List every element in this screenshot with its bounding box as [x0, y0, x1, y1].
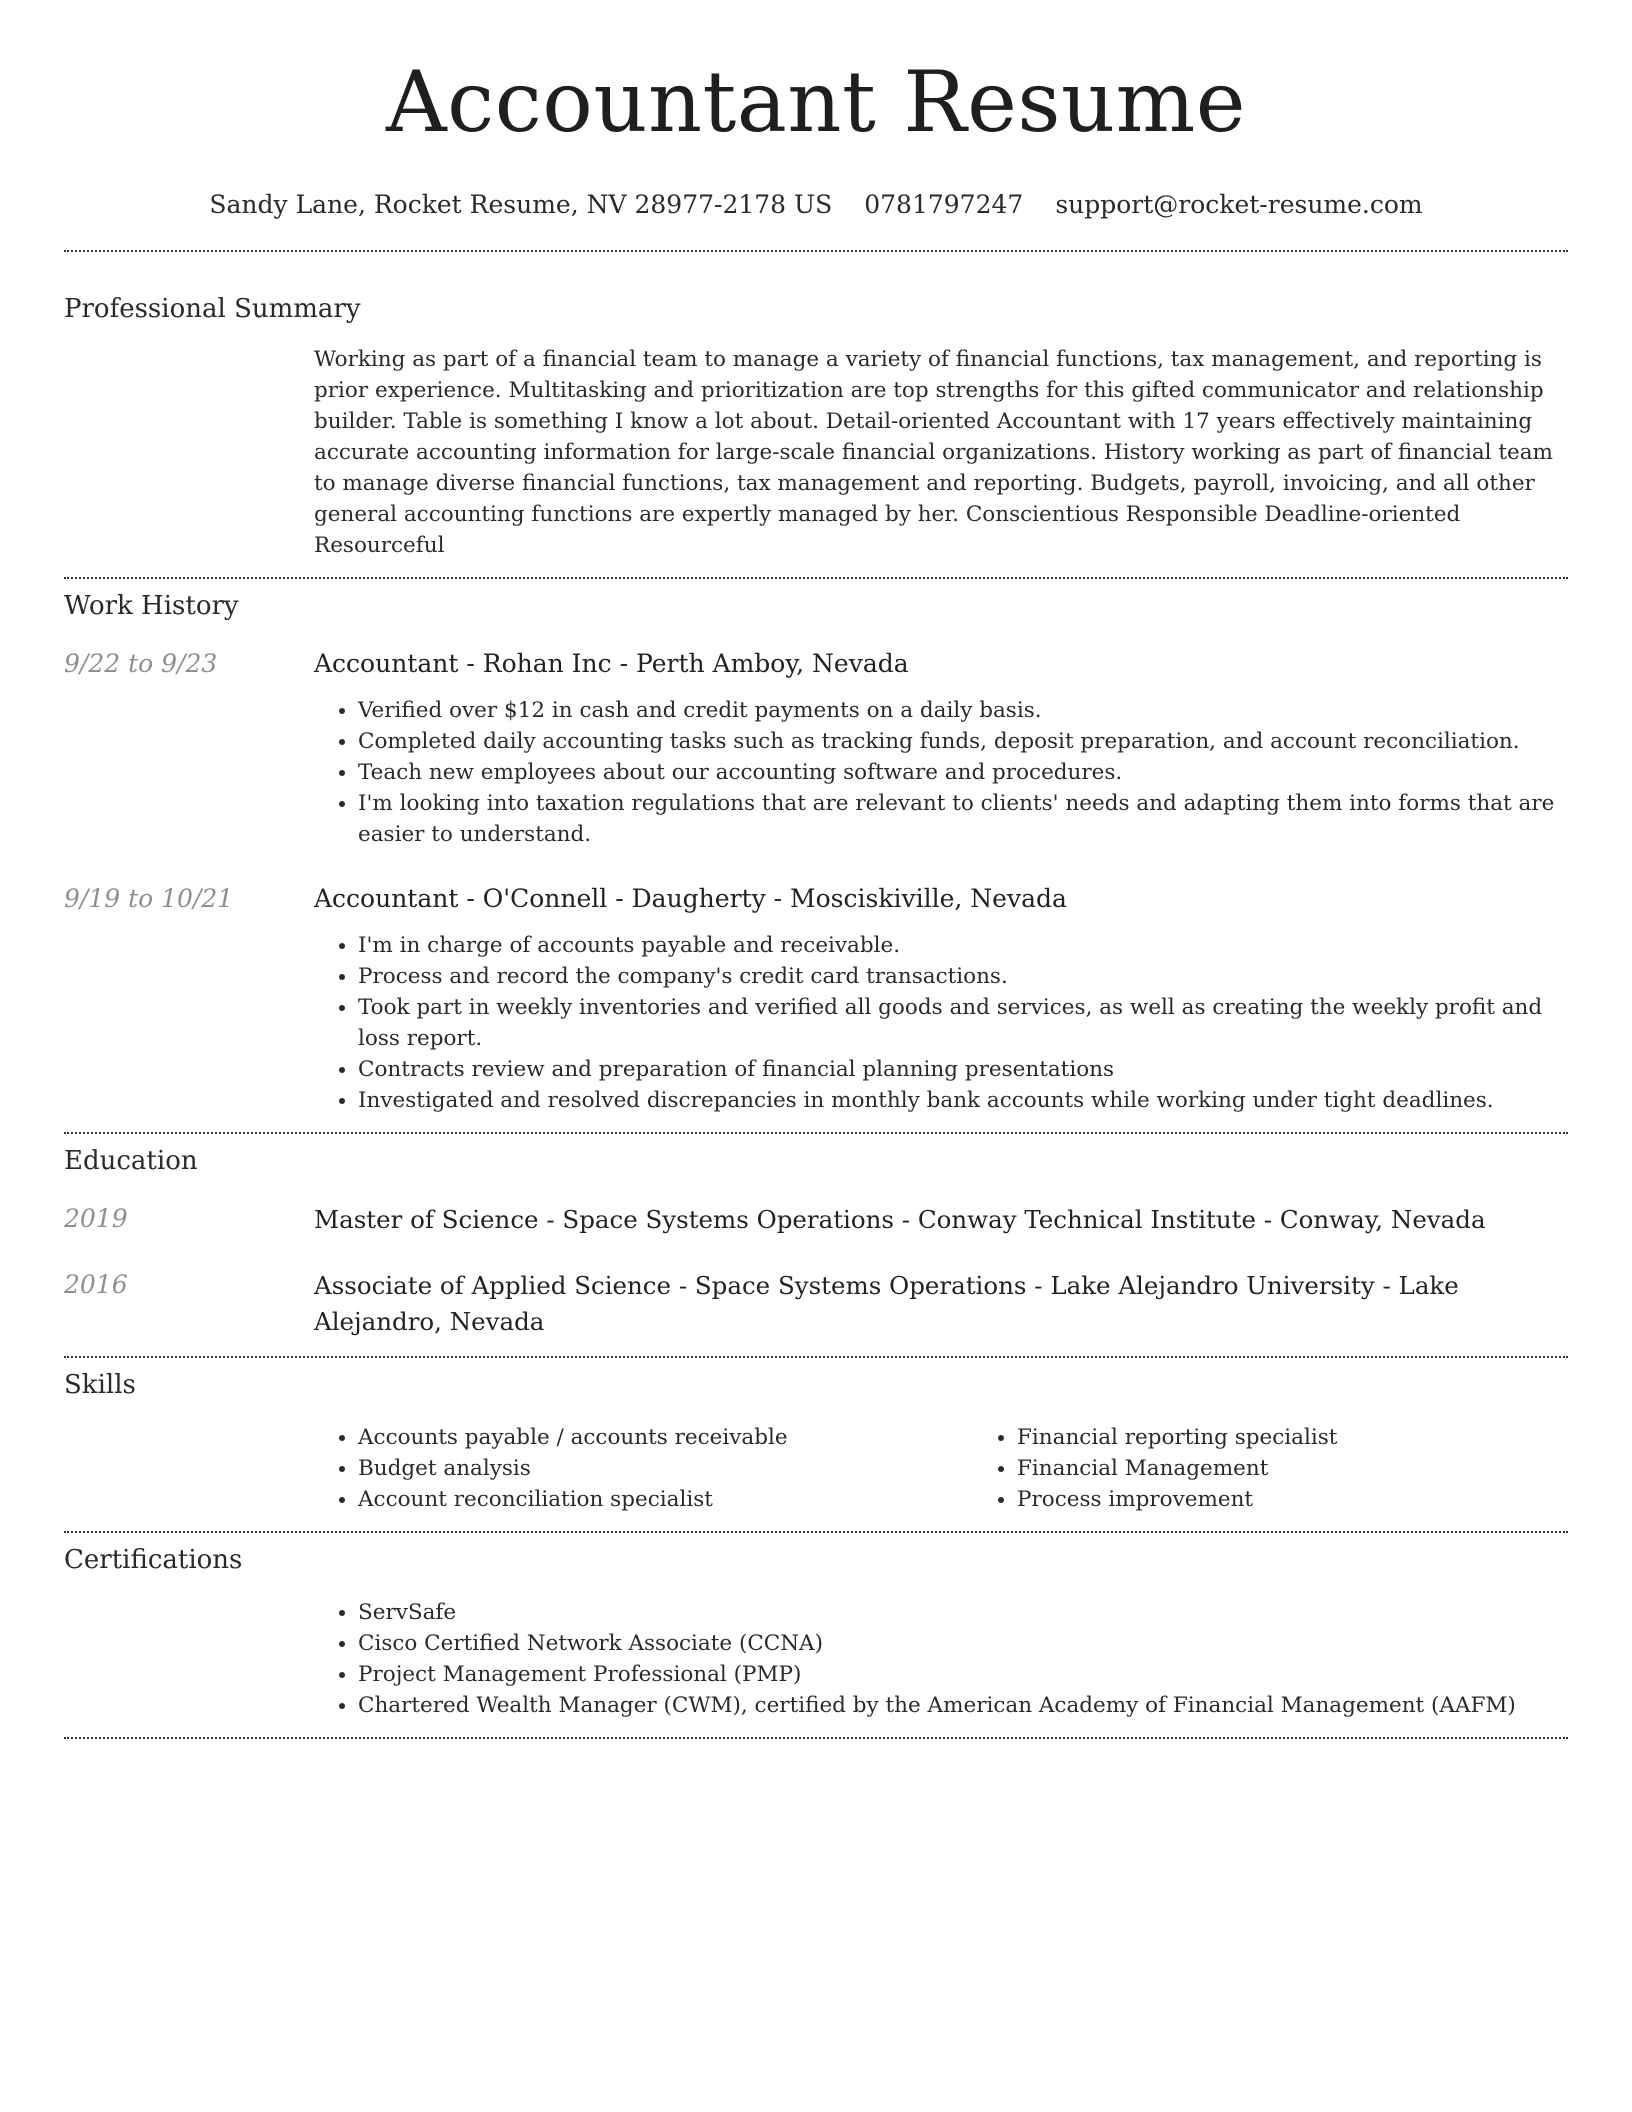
job-bullet: • Completed daily accounting tasks such as tracking funds, deposit preparation, and account reconciliation. [358, 726, 1568, 757]
education-year: 2019 [64, 1204, 128, 1233]
job-bullet: • Took part in weekly inventories and verified all goods and services, as well as creating the weekly profit and loss report. [358, 992, 1568, 1054]
summary-row [64, 344, 1568, 561]
certification-item: • Chartered Wealth Manager (CWM), certified by the American Academy of Financial Management (AAFM) [358, 1690, 1568, 1721]
job-title: Accountant - O'Connell - Daugherty - Mosciskiville, Nevada [314, 884, 1067, 913]
divider [64, 1356, 1568, 1358]
job-bullet: • Contracts review and preparation of financial planning presentations [358, 1054, 1568, 1085]
education-title: Associate of Applied Science - Space Systems Operations - Lake Alejandro University - Lake Alejandro, Nevada [314, 1271, 1459, 1336]
job-bullet: • Teach new employees about our accounting software and procedures. [358, 757, 1568, 788]
education-entry [64, 1202, 1568, 1238]
skills-list [314, 1422, 973, 1515]
job-bullet: • Investigated and resolved discrepancies in monthly bank accounts while working under tight deadlines. [358, 1085, 1568, 1116]
skills-columns [314, 1422, 1632, 1515]
job-entry [64, 647, 1568, 850]
contact-phone: 0781797247 [864, 190, 1024, 219]
certifications-list [314, 1597, 1568, 1721]
education-year: 2016 [64, 1270, 128, 1299]
skill-item: • Budget analysis [358, 1453, 973, 1484]
divider [64, 577, 1568, 579]
certification-item: • ServSafe [358, 1597, 1568, 1628]
job-bullet: • I'm in charge of accounts payable and receivable. [358, 930, 1568, 961]
job-bullet: • I'm looking into taxation regulations that are relevant to clients' needs and adapting them into forms that are easier to understand. [358, 788, 1568, 850]
section-heading-education: Education [64, 1146, 198, 1176]
skill-item: • Account reconciliation specialist [358, 1484, 973, 1515]
contact-email[interactable]: support@rocket-resume.com [1055, 190, 1423, 219]
contact-line [64, 188, 1568, 222]
job-bullet: • Process and record the company's credit card transactions. [358, 961, 1568, 992]
job-bullets [314, 930, 1568, 1116]
job-entry [64, 882, 1568, 1116]
certification-item: • Project Management Professional (PMP) [358, 1659, 1568, 1690]
resume-title: Accountant Resume [386, 53, 1246, 151]
divider [64, 250, 1568, 252]
skill-item: • Financial Management [1017, 1453, 1632, 1484]
education-title: Master of Science - Space Systems Operations - Conway Technical Institute - Conway, Nevada [314, 1205, 1486, 1234]
divider [64, 1531, 1568, 1533]
education-entry [64, 1268, 1568, 1340]
skill-item: • Process improvement [1017, 1484, 1632, 1515]
job-title: Accountant - Rohan Inc - Perth Amboy, Nevada [314, 649, 909, 678]
divider [64, 1737, 1568, 1739]
resume-page [64, 0, 1568, 1739]
divider [64, 1132, 1568, 1134]
job-bullet: • Verified over $12 in cash and credit payments on a daily basis. [358, 695, 1568, 726]
certifications-row [64, 1597, 1568, 1721]
job-dates: 9/22 to 9/23 [64, 649, 218, 678]
section-heading-skills: Skills [64, 1370, 136, 1400]
section-heading-certifications: Certifications [64, 1545, 243, 1575]
section-heading-work: Work History [64, 591, 239, 621]
skills-list [973, 1422, 1632, 1515]
certification-item: • Cisco Certified Network Associate (CCNA) [358, 1628, 1568, 1659]
summary-text: Working as part of a financial team to manage a variety of financial functions, tax management, and reporting is prior experience. Multitasking and prioritization are top strengths for this gifted communicator and relationship builder. Table is something I know a lot about. Detail-oriented Accountant with 17 years effectively maintaining accurate accounting information for large-scale financial organizations. History working as part of financial team to manage diverse financial functions, tax management and reporting. Budgets, payroll, invoicing, and all other general accounting functions are expertly managed by her. Conscientious Responsible Deadline-oriented Resourceful [314, 347, 1553, 558]
section-heading-summary: Professional Summary [64, 294, 361, 324]
contact-address: Sandy Lane, Rocket Resume, NV 28977-2178 US [209, 190, 833, 219]
job-bullets [314, 695, 1568, 850]
job-dates: 9/19 to 10/21 [64, 884, 234, 913]
skill-item: • Financial reporting specialist [1017, 1422, 1632, 1453]
skills-row [64, 1422, 1568, 1515]
skill-item: • Accounts payable / accounts receivable [358, 1422, 973, 1453]
